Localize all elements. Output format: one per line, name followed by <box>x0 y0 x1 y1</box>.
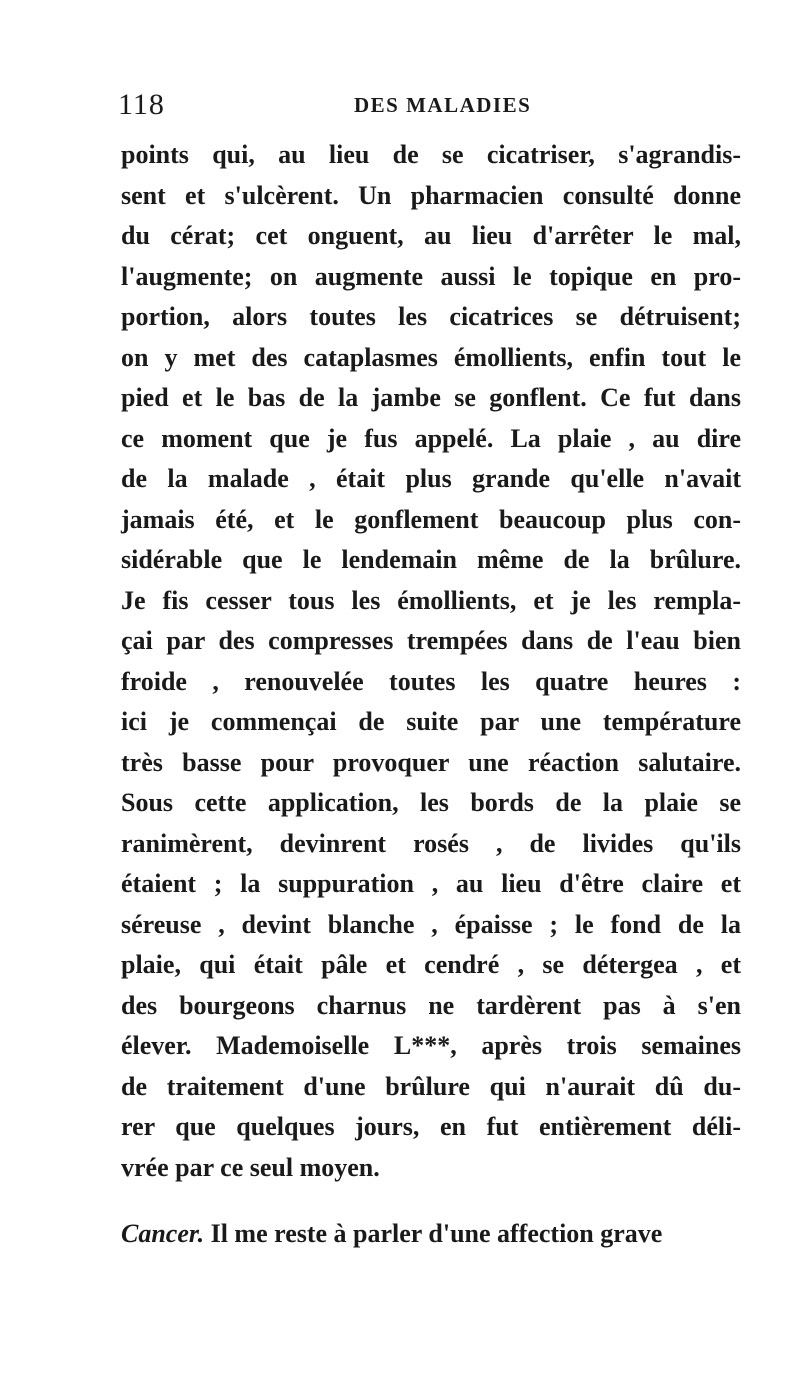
running-head: DES MALADIES <box>354 93 532 117</box>
text-line: pied et le bas de la jambe se gonflent. Ce fut dans <box>121 383 741 412</box>
text-line: froide , renouvelée toutes les quatre heures : <box>121 666 741 696</box>
text-line: vrée par ce seul moyen. <box>121 1152 380 1182</box>
page-header <box>118 88 718 128</box>
text-line: élever. Mademoiselle L***, après trois semaines <box>121 1031 741 1060</box>
section-heading: Cancer. <box>121 1219 205 1248</box>
text-line: séreuse , devint blanche , épaisse ; le fond de la <box>121 909 741 939</box>
text-line: ici je commençai de suite par une température <box>121 707 741 736</box>
text-line: jamais été, et le gonflement beaucoup plus con- <box>121 504 741 534</box>
paragraph-text: Il me reste à parler d'une affection grave <box>204 1219 663 1248</box>
text-line: sidérable que le lendemain même de la brûlure. <box>121 545 741 574</box>
body-text <box>121 135 741 1255</box>
text-line: points qui, au lieu de se cicatriser, s'agrandis- <box>121 140 741 169</box>
text-line: plaie, qui était pâle et cendré , se détergea , et <box>121 950 741 979</box>
text-line <box>121 1214 741 1255</box>
page-number: 118 <box>118 88 165 121</box>
text-line: on y met des cataplasmes émollients, enfin tout le <box>121 342 741 372</box>
text-line: portion, alors toutes les cicatrices se détruisent; <box>121 302 741 331</box>
text-line: ce moment que je fus appelé. La plaie , au dire <box>121 423 741 453</box>
text-line: de la malade , était plus grande qu'elle n'avait <box>121 464 741 493</box>
text-line: Je fis cesser tous les émollients, et je les rempla- <box>121 585 741 615</box>
paragraph <box>121 1214 741 1255</box>
text-line: Sous cette application, les bords de la plaie se <box>121 788 741 817</box>
text-line: sent et s'ulcèrent. Un pharmacien consulté donne <box>121 180 741 210</box>
text-line: du cérat; cet onguent, au lieu d'arrêter le mal, <box>121 221 741 250</box>
text-line: çai par des compresses trempées dans de l'eau bien <box>121 626 741 655</box>
text-line: des bourgeons charnus ne tardèrent pas à s'en <box>121 990 741 1020</box>
text-line: étaient ; la suppuration , au lieu d'être claire et <box>121 869 741 898</box>
text-line: rer que quelques jours, en fut entièrement déli- <box>121 1112 741 1141</box>
text-line: de traitement d'une brûlure qui n'aurait dû du- <box>121 1071 741 1101</box>
paragraph-spacer <box>121 1188 741 1214</box>
text-line: l'augmente; on augmente aussi le topique en pro- <box>121 261 741 291</box>
text-line: ranimèrent, devinrent rosés , de livides qu'ils <box>121 828 741 858</box>
text-line: très basse pour provoquer une réaction salutaire. <box>121 747 741 777</box>
paragraph <box>121 135 741 1188</box>
